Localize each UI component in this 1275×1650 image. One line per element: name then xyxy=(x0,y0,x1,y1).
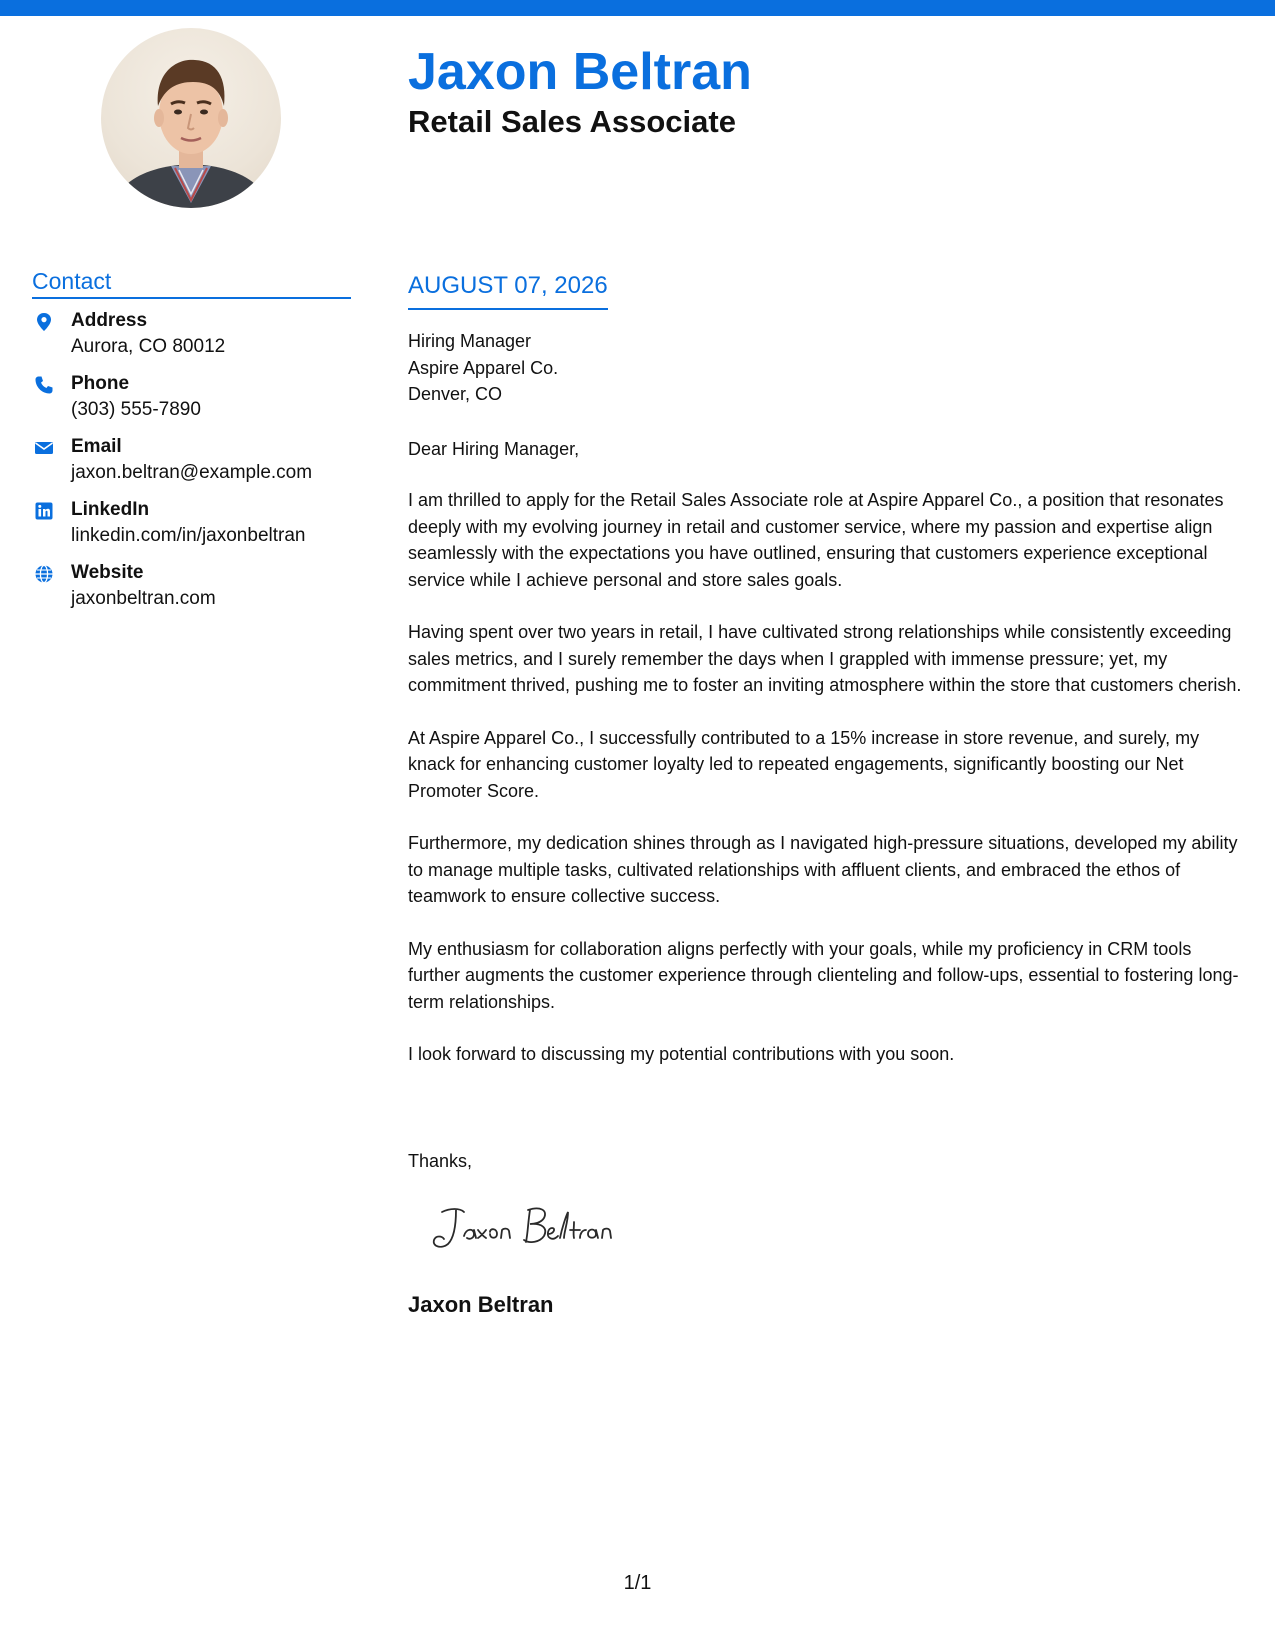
contact-item-address xyxy=(32,308,362,371)
contact-item-email xyxy=(32,434,362,497)
map-pin-icon xyxy=(34,312,54,332)
letter-paragraph: My enthusiasm for collaboration aligns perfectly with your goals, while my proficiency in CRM tools further augments the customer experience through clienteling and follow-ups, essential to fostering long-term relationships. xyxy=(408,938,1239,1012)
letter-paragraph: At Aspire Apparel Co., I successfully contributed to a 15% increase in store revenue, and surely, my knack for enhancing customer loyalty led to repeated engagements, significantly boosting our Net Promoter Score. xyxy=(408,727,1200,801)
candidate-name: Jaxon Beltran xyxy=(408,43,752,101)
letter-paragraph: I look forward to discussing my potential contributions with you soon. xyxy=(408,1044,955,1064)
contact-item-website xyxy=(32,560,362,623)
contact-heading: Contact xyxy=(32,266,351,299)
candidate-role: Retail Sales Associate xyxy=(408,104,736,139)
contact-label: Email xyxy=(71,436,122,457)
contact-label: Phone xyxy=(71,373,130,394)
contact-item-linkedin xyxy=(32,497,362,560)
contact-value[interactable]: jaxonbeltran.com xyxy=(71,588,216,609)
profile-photo xyxy=(101,28,281,208)
contact-value: Aurora, CO 80012 xyxy=(71,336,226,357)
envelope-icon xyxy=(34,438,54,458)
contact-value[interactable]: jaxon.beltran@example.com xyxy=(71,462,313,483)
linkedin-icon xyxy=(34,501,54,521)
closing: Thanks, xyxy=(408,1151,473,1171)
letter-paragraph: Furthermore, my dedication shines through as I navigated high-pressure situations, developed my ability to manage multiple tasks, cultivated relationships with affluent clients, and embraced the ethos of teamwork to ensure collective success. xyxy=(408,833,1238,906)
contact-list xyxy=(32,308,362,623)
letter-date: AUGUST 07, 2026 xyxy=(408,270,608,310)
contact-label: Address xyxy=(71,310,148,331)
globe-icon xyxy=(34,564,54,584)
letter-paragraph: I am thrilled to apply for the Retail Sales Associate role at Aspire Apparel Co., a position that resonates deeply with my evolving journey in retail and customer service, where my passion and expertise align seamlessly with the expectations you have outlined, ensuring that customers experience exceptional service while I achieve personal and store sales goals. xyxy=(408,490,1224,590)
page-number: 1/1 xyxy=(623,1572,652,1594)
contact-value: (303) 555-7890 xyxy=(71,399,201,420)
handwritten-signature xyxy=(420,1198,660,1258)
letter-body xyxy=(408,487,1243,1094)
signed-name: Jaxon Beltran xyxy=(408,1292,554,1317)
signature-drawing xyxy=(420,1198,660,1258)
contact-value[interactable]: linkedin.com/in/jaxonbeltran xyxy=(71,525,306,546)
phone-icon xyxy=(34,375,54,395)
recipient-line: Hiring Manager xyxy=(408,331,532,351)
recipient-block xyxy=(408,328,558,408)
contact-item-phone xyxy=(32,371,362,434)
profile-photo-illustration xyxy=(101,28,281,208)
letter-paragraph: Having spent over two years in retail, I have cultivated strong relationships while consistently exceeding sales metrics, and I surely remember the days when I grappled with immense pressure; yet, my commitment thrived, pushing me to foster an inviting atmosphere within the store that customers cherish. xyxy=(408,622,1242,695)
recipient-line: Aspire Apparel Co. xyxy=(408,357,559,378)
contact-label: Website xyxy=(71,562,144,583)
salutation: Dear Hiring Manager, xyxy=(408,439,580,459)
top-accent-bar xyxy=(0,0,1275,16)
contact-label: LinkedIn xyxy=(71,499,150,520)
recipient-line: Denver, CO xyxy=(408,384,503,404)
